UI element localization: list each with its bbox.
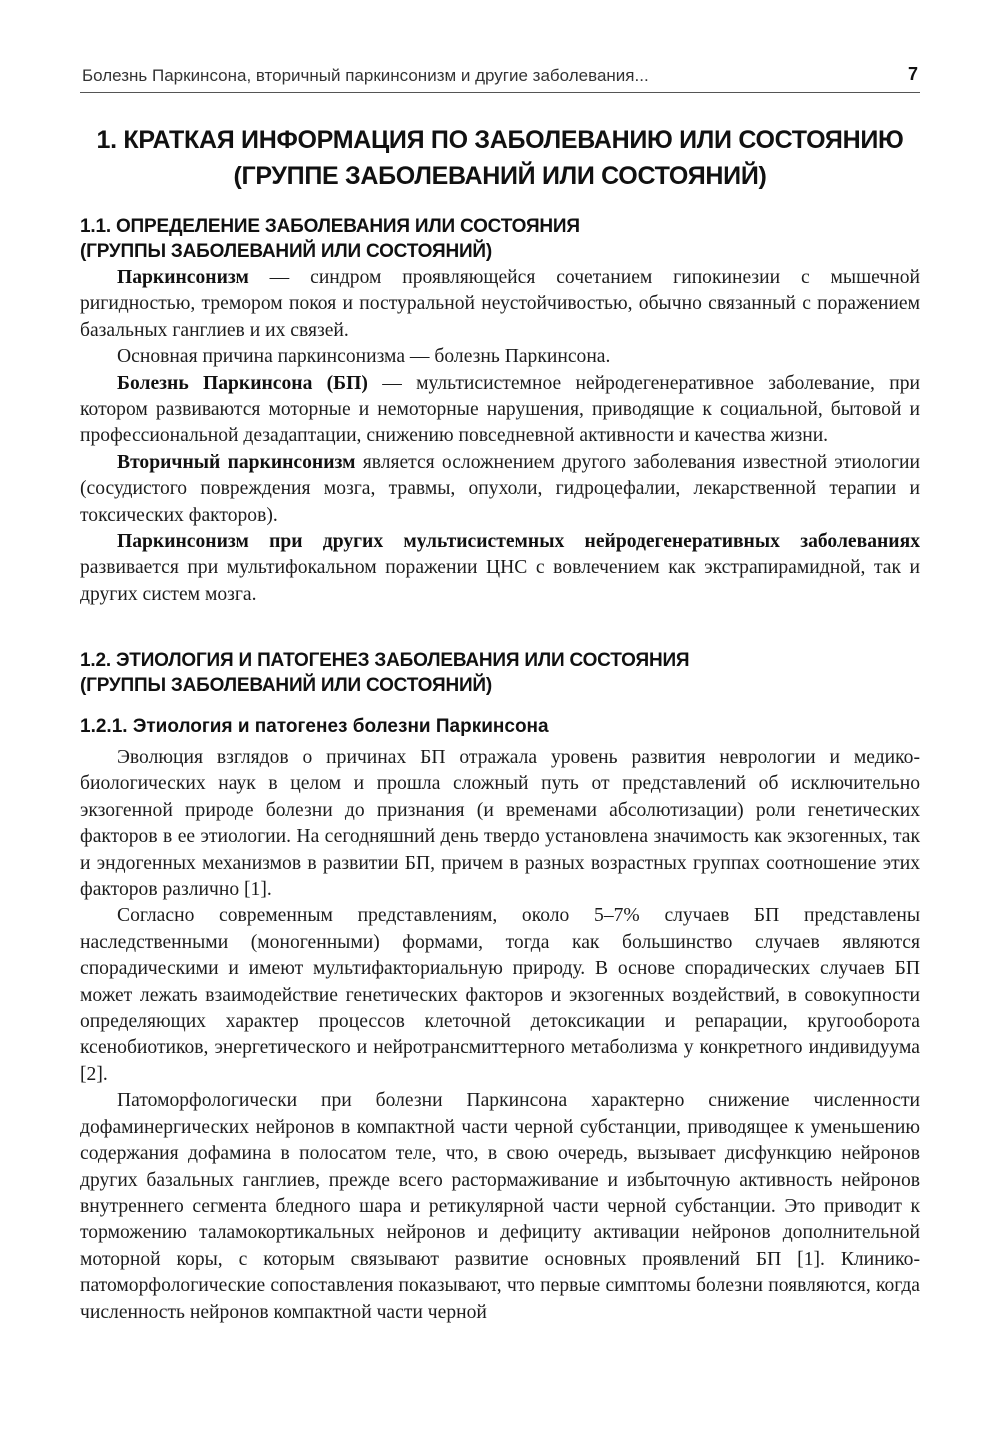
paragraph-multisystem-parkinsonism xyxy=(80,529,920,608)
term-multisystem-parkinsonism: Паркинсонизм при других мультисистемных нейродегенеративных заболеваниях xyxy=(117,531,920,553)
paragraph-secondary-parkinsonism xyxy=(80,450,920,529)
page-number: 7 xyxy=(907,64,918,84)
section-1-1-heading xyxy=(80,214,920,264)
chapter-title xyxy=(80,122,920,194)
paragraph-hereditary-forms: Согласно современным представлениям, около 5–7% случаев БП представлены наследственными (моногенными) формами, тогда как большинство случаев являются спорадическими и имеют мультифакториальную природу. В основе спорадических случаев БП может лежать взаимодействие генетических факторов и экзогенных воздействий, в совокупности определяющих характер процессов клеточной детоксикации и репарации, кругооборота ксенобиотиков, энергетического и нейротрансмиттерного метаболизма у конкретного индивидуума [2]. xyxy=(80,905,920,1085)
section-1-2-heading xyxy=(80,648,920,698)
running-header xyxy=(80,64,920,93)
term-secondary-parkinsonism: Вторичный паркинсонизм xyxy=(117,451,356,473)
section-1-1-heading-line-2: (ГРУППЫ ЗАБОЛЕВАНИЙ ИЛИ СОСТОЯНИЙ) xyxy=(80,241,493,262)
section-1-2-heading-line-1: 1.2. ЭТИОЛОГИЯ И ПАТОГЕНЕЗ ЗАБОЛЕВАНИЯ ИЛИ СОСТОЯНИЯ xyxy=(80,650,690,671)
section-1-2-1-body xyxy=(80,745,920,1326)
paragraph-text: является осложнением другого заболевания известной этиологии (сосудистого повреждения мозга, травмы, опухоли, гидроцефалии, лекарственной терапии и токсических факторов). xyxy=(80,451,920,526)
section-1-1-body xyxy=(80,265,920,608)
chapter-title-line-2: (ГРУППЕ ЗАБОЛЕВАНИЙ ИЛИ СОСТОЯНИЙ) xyxy=(233,162,767,190)
paragraph-text: развивается при мультифокальном поражении ЦНС с вовлечением как экстрапирамидной, так и других систем мозга. xyxy=(80,557,920,605)
section-1-2-heading-line-2: (ГРУППЫ ЗАБОЛЕВАНИЙ ИЛИ СОСТОЯНИЙ) xyxy=(80,675,493,696)
term-parkinson-disease: Болезнь Паркинсона (БП) xyxy=(117,372,368,394)
paragraph-evolution-of-views: Эволюция взглядов о причинах БП отражала уровень развития неврологии и медико-биологических наук в целом и прошла сложный путь от представлений об исключительно экзогенной природе болезни до признания (и временами абсолютизации) роли генетических факторов в ее этиологии. На сегодняшний день твердо установлена значимость как экзогенных, так и эндогенных механизмов в развитии БП, причем в разных возрастных группах соотношение этих факторов различно [1]. xyxy=(80,747,920,901)
paragraph-pathomorphology: Патоморфологически при болезни Паркинсона характерно снижение численности дофаминергических нейронов в компактной части черной субстанции, приводящее к уменьшению содержания дофамина в полосатом теле, что, в свою очередь, вызывает дисфункцию нейронов других базальных ганглиев, прежде всего растормаживание и избыточную активность нейронов внутреннего сегмента бледного шара и ретикулярной части черной субстанции. Это приводит к торможению таламокортикальных нейронов и дефициту активации нейронов дополнительной моторной коры, с которым связывают развитие основных проявлений БП [1]. Клинико-патоморфологические сопоставления показывают, что первые симптомы болезни появляются, когда численность нейронов компактной части черной xyxy=(80,1090,920,1323)
section-1-2-1-heading: 1.2.1. Этиология и патогенез болезни Паркинсона xyxy=(80,716,549,737)
paragraph-text: — синдром проявляющейся сочетанием гипокинезии с мышечной ригидностью, тремором покоя и постуральной неустойчивостью, обычно связанный с поражением базальных ганглиев и их связей. xyxy=(80,267,920,341)
chapter-title-line-1: 1. КРАТКАЯ ИНФОРМАЦИЯ ПО ЗАБОЛЕВАНИЮ ИЛИ СОСТОЯНИЮ xyxy=(96,126,904,154)
term-parkinsonism: Паркинсонизм xyxy=(117,267,249,288)
section-1-1-heading-line-1: 1.1. ОПРЕДЕЛЕНИЕ ЗАБОЛЕВАНИЯ ИЛИ СОСТОЯНИЯ xyxy=(80,216,580,237)
running-title: Болезнь Паркинсона, вторичный паркинсонизм и другие заболевания... xyxy=(82,66,649,85)
paragraph-text: Основная причина паркинсонизма — болезнь Паркинсона. xyxy=(117,346,611,368)
paragraph-parkinsonism xyxy=(80,265,920,344)
paragraph-parkinson-disease xyxy=(80,371,920,450)
paragraph-main-cause xyxy=(80,344,920,370)
paragraph-text: — мультисистемное нейродегенеративное заболевание, при котором развиваются моторные и немоторные нарушения, приводящие к социальной, бытовой и профессиональной дезадаптации, снижению повседневной активности и качества жизни. xyxy=(80,372,920,447)
